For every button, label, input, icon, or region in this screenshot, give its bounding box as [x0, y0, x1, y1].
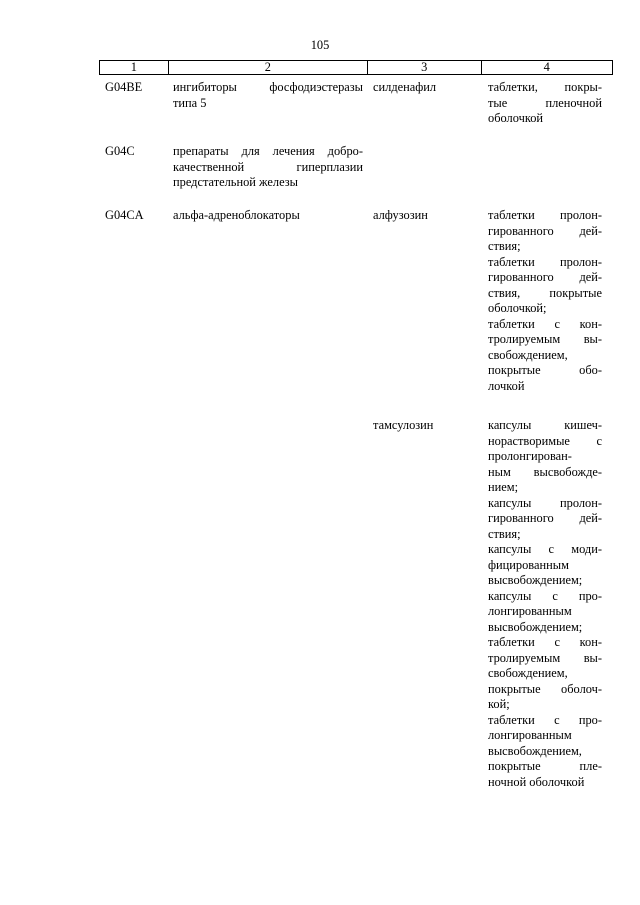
- group-line: предстательной железы: [173, 175, 298, 189]
- drug-name: [367, 144, 481, 191]
- form-line: оболочкой;: [488, 301, 547, 315]
- form-line: таблетки пролон-: [488, 208, 602, 222]
- form-line: капсулы с про-: [488, 588, 602, 603]
- dosage-form: [481, 418, 613, 790]
- header-col-3: 3: [367, 61, 481, 74]
- atc-code: G04BE: [105, 80, 143, 94]
- group-name: [167, 208, 367, 394]
- table-row: [99, 208, 613, 394]
- form-line: таблетки с кон-: [488, 635, 602, 649]
- form-line: покрытые обо-: [488, 363, 602, 377]
- table-row: [99, 80, 613, 127]
- atc-code: [99, 418, 167, 790]
- form-line: высвобождением,: [488, 743, 582, 758]
- form-line: оболочкой: [488, 111, 544, 125]
- form-line: капсулы кишеч-: [488, 418, 602, 432]
- form-line: нием;: [488, 480, 519, 494]
- atc-code: G04C: [105, 144, 135, 158]
- form-line: пролонгирован-: [488, 449, 572, 463]
- form-line: покрытые оболоч-: [488, 681, 602, 696]
- dosage-form: [481, 144, 613, 191]
- form-line: таблетки с про-: [488, 712, 602, 727]
- form-line: фицированным: [488, 557, 569, 572]
- header-col-2: 2: [168, 61, 367, 74]
- form-line: высвобождением;: [488, 619, 583, 634]
- form-line: гированного дей-: [488, 511, 602, 525]
- form-line: ным высвобожде-: [488, 464, 602, 479]
- group-line: типа 5: [173, 95, 207, 110]
- header-col-1: 1: [130, 60, 137, 74]
- form-line: тые пленочной: [488, 95, 602, 110]
- group-name: [167, 144, 367, 191]
- form-line: высвобождением;: [488, 573, 583, 587]
- group-line: альфа-адреноблокаторы: [173, 208, 300, 222]
- form-line: свобождением,: [488, 347, 568, 362]
- drug-name: силденафил: [373, 80, 437, 94]
- table-row: [99, 418, 613, 790]
- header-col-4: 4: [481, 61, 612, 74]
- form-line: норастворимые с: [488, 433, 602, 448]
- group-name: [167, 80, 367, 127]
- group-line: препараты для лечения добро-: [173, 144, 363, 158]
- atc-code: G04CA: [105, 208, 144, 222]
- form-line: капсулы с моди-: [488, 542, 602, 556]
- form-line: кой;: [488, 697, 510, 711]
- form-line: ствия;: [488, 239, 521, 253]
- form-line: таблетки пролон-: [488, 254, 602, 269]
- dosage-form: [481, 208, 613, 394]
- form-line: гированного дей-: [488, 270, 602, 284]
- table-row: [99, 144, 613, 191]
- drug-table: [99, 60, 613, 789]
- form-line: лонгированным: [488, 604, 572, 618]
- dosage-form: [481, 80, 613, 127]
- form-line: ночной оболочкой: [488, 774, 585, 789]
- group-line: качественной гиперплазии: [173, 159, 363, 174]
- group-name: [167, 418, 367, 790]
- group-line: ингибиторы фосфодиэстеразы: [173, 80, 363, 94]
- form-line: ствия, покрытые: [488, 285, 602, 300]
- form-line: свобождением,: [488, 666, 568, 680]
- page-number: 105: [310, 38, 330, 52]
- form-line: гированного дей-: [488, 223, 602, 238]
- drug-name: алфузозин: [373, 208, 428, 222]
- form-line: капсулы пролон-: [488, 495, 602, 510]
- form-line: таблетки с кон-: [488, 316, 602, 331]
- form-line: таблетки, покры-: [488, 80, 602, 94]
- form-line: ствия;: [488, 526, 521, 541]
- form-line: лочкой: [488, 378, 525, 393]
- table-header: [99, 60, 613, 75]
- form-line: тролируемым вы-: [488, 332, 602, 346]
- form-line: лонгированным: [488, 728, 572, 742]
- drug-name: тамсулозин: [373, 418, 434, 432]
- form-line: покрытые пле-: [488, 759, 602, 773]
- form-line: тролируемым вы-: [488, 650, 602, 665]
